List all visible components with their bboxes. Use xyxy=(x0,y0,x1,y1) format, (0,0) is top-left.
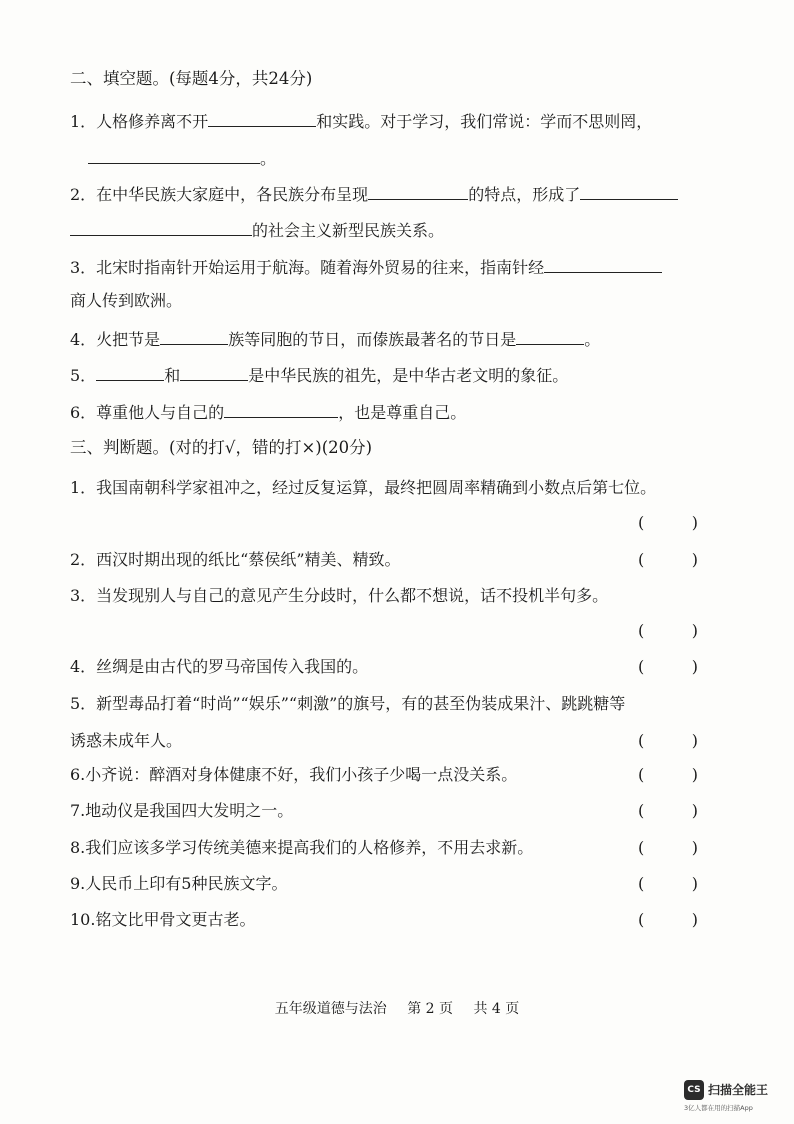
judge-answer-1[interactable]: ( ) xyxy=(638,513,698,532)
judge-question-9: 9.人民币上印有5种民族文字。 xyxy=(70,874,288,893)
fill-question-1 xyxy=(70,108,652,133)
q4-text-b: 族等同胞的节日，而傣族最著名的节日是 xyxy=(228,330,517,349)
fill-question-2 xyxy=(70,181,678,206)
q5-text-c: 是中华民族的祖先，是中华古老文明的象征。 xyxy=(248,366,569,385)
q1-blank-2[interactable] xyxy=(88,145,260,164)
judge-answer-9[interactable]: ( ) xyxy=(638,874,698,893)
judge-question-7: 7.地动仪是我国四大发明之一。 xyxy=(70,801,294,820)
q1-text-a: 1．人格修养离不开 xyxy=(70,112,209,131)
q2-blank-1[interactable] xyxy=(368,181,468,200)
judge-question-3: 3．当发现别人与自己的意见产生分歧时，什么都不想说，话不投机半句多。 xyxy=(70,586,609,605)
q5-text-b: 和 xyxy=(164,366,181,385)
fill-question-4 xyxy=(70,326,600,351)
q3-blank-1[interactable] xyxy=(544,254,662,273)
q2-text-c: 的社会主义新型民族关系。 xyxy=(252,221,445,240)
footer-total-pages: 共 4 页 xyxy=(473,1001,520,1017)
q4-text-a: 4．火把节是 xyxy=(70,330,161,349)
page-footer xyxy=(0,998,794,1018)
fill-question-6 xyxy=(70,399,466,424)
judge-answer-5[interactable]: ( ) xyxy=(638,731,698,750)
judge-answer-3[interactable]: ( ) xyxy=(638,621,698,640)
q6-text-a: 6．尊重他人与自己的 xyxy=(70,403,225,422)
q2-blank-3[interactable] xyxy=(70,217,252,236)
footer-subject: 五年级道德与法治 xyxy=(274,1001,387,1017)
q2-text-b: 的特点，形成了 xyxy=(468,185,581,204)
footer-page-number: 第 2 页 xyxy=(407,1001,453,1017)
judge-question-5-cont: 诱惑未成年人。 xyxy=(70,731,183,750)
judge-answer-7[interactable]: ( ) xyxy=(638,801,698,820)
q3-text-b: 商人传到欧洲。 xyxy=(70,291,183,310)
judge-answer-2[interactable]: ( ) xyxy=(638,550,698,569)
judge-question-8: 8.我们应该多学习传统美德来提高我们的人格修养，不用去求新。 xyxy=(70,838,534,857)
section-2-title: 二、填空题。(每题4分，共24分) xyxy=(70,69,313,88)
q2-blank-2[interactable] xyxy=(580,181,678,200)
judge-question-10: 10.铭文比甲骨文更古老。 xyxy=(70,910,256,929)
judge-answer-8[interactable]: ( ) xyxy=(638,838,698,857)
q4-text-c: 。 xyxy=(584,330,601,349)
fill-question-3 xyxy=(70,254,662,279)
judge-question-2: 2．西汉时期出现的纸比“蔡侯纸”精美、精致。 xyxy=(70,550,401,569)
camscanner-logo-icon: CS xyxy=(684,1080,704,1100)
q1-text-b: 和实践。对于学习，我们常说：学而不思则罔， xyxy=(316,112,653,131)
fill-question-3-cont xyxy=(70,290,182,312)
fill-question-1-cont xyxy=(88,145,276,170)
q5-blank-1[interactable] xyxy=(96,362,164,381)
fill-question-2-cont xyxy=(70,217,444,242)
watermark-tagline: 3亿人都在用的扫描App xyxy=(684,1104,753,1112)
judge-answer-4[interactable]: ( ) xyxy=(638,657,698,676)
judge-question-1: 1．我国南朝科学家祖冲之，经过反复运算，最终把圆周率精确到小数点后第七位。 xyxy=(70,478,657,497)
judge-question-5: 5．新型毒品打着“时尚”“娱乐”“刺激”的旗号，有的甚至伪装成果汁、跳跳糖等 xyxy=(70,694,626,713)
q6-text-b: ，也是尊重自己。 xyxy=(338,403,467,422)
judge-answer-6[interactable]: ( ) xyxy=(638,765,698,784)
fill-question-5 xyxy=(70,362,568,387)
q1-blank-1[interactable] xyxy=(208,108,316,127)
q5-text-a: 5． xyxy=(70,366,97,385)
q4-blank-2[interactable] xyxy=(516,326,584,345)
q4-blank-1[interactable] xyxy=(160,326,228,345)
q5-blank-2[interactable] xyxy=(180,362,248,381)
q2-text-a: 2．在中华民族大家庭中，各民族分布呈现 xyxy=(70,185,369,204)
q3-text-a: 3．北宋时指南针开始运用于航海。随着海外贸易的往来，指南针经 xyxy=(70,258,545,277)
judge-answer-10[interactable]: ( ) xyxy=(638,910,698,929)
watermark-app-name: 扫描全能王 xyxy=(708,1083,769,1097)
judge-question-6: 6.小齐说：醉酒对身体健康不好，我们小孩子少喝一点没关系。 xyxy=(70,765,518,784)
q6-blank-1[interactable] xyxy=(224,399,338,418)
q1-text-c: 。 xyxy=(260,149,277,168)
section-3-title: 三、判断题。(对的打√，错的打×)(20分) xyxy=(70,438,373,457)
judge-question-4: 4．丝绸是由古代的罗马帝国传入我国的。 xyxy=(70,657,369,676)
scanner-watermark xyxy=(684,1080,784,1114)
